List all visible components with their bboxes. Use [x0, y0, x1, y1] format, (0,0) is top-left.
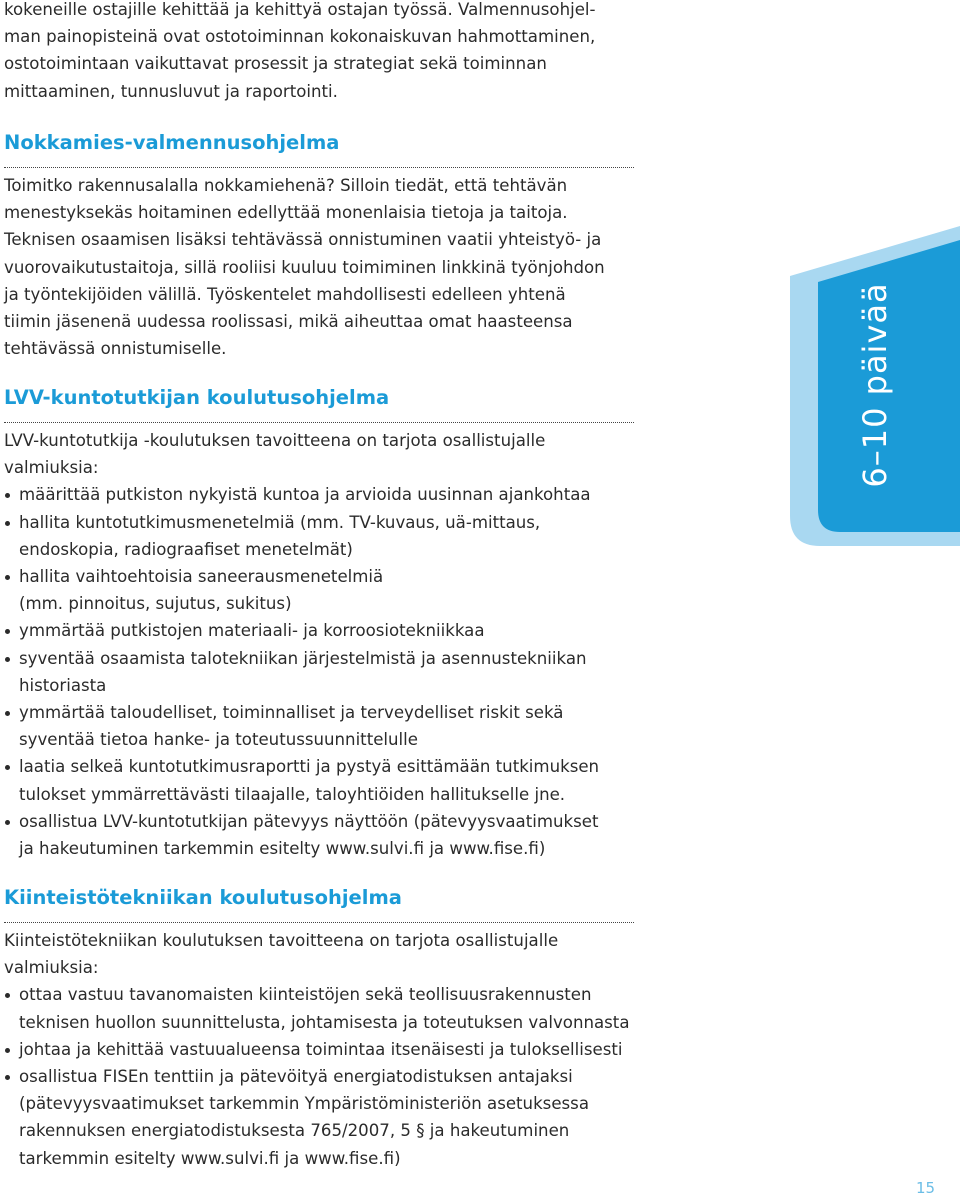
bullet-list — [4, 481, 634, 862]
body-line: menestyksekäs hoitaminen edellyttää monenlaisia tietoja ja taitoja. — [4, 203, 568, 223]
section-heading: LVV-kuntotutkijan koulutusohjelma — [4, 386, 390, 409]
body-line: Teknisen osaamisen lisäksi tehtävässä onnistuminen vaatii yhteistyö- ja — [4, 230, 602, 250]
nokkamies-section — [4, 129, 634, 362]
body-line: tiimin jäsenenä uudessa roolissasi, mikä aiheuttaa omat haasteensa — [4, 312, 573, 332]
list-item: ymmärtää putkistojen materiaali- ja korroosiotekniikkaa — [4, 617, 634, 644]
section-heading: Nokkamies-valmennusohjelma — [4, 131, 340, 154]
duration-label: 6–10 päivää — [856, 282, 894, 488]
list-item: ottaa vastuu tavanomaisten kiinteistöjen sekä teollisuusrakennusten teknisen huollon suunnittelusta, johtamisesta ja toteutuksen valvonnasta — [4, 981, 634, 1035]
list-item: johtaa ja kehittää vastuualueensa toimintaa itsenäisesti ja tuloksellisesti — [4, 1036, 634, 1063]
intro-paragraph — [4, 0, 596, 105]
lvv-section — [4, 384, 634, 862]
list-item: syventää osaamista talotekniikan järjestelmistä ja asennustekniikan historiasta — [4, 645, 634, 699]
list-item: hallita vaihtoehtoisia saneerausmenetelmiä (mm. pinnoitus, sujutus, sukitus) — [4, 563, 634, 617]
body-line: Toimitko rakennusalalla nokkamiehenä? Silloin tiedät, että tehtävän — [4, 176, 568, 195]
list-item: ymmärtää taloudelliset, toiminnalliset ja terveydelliset riskit sekä syventää tietoa hanke- ja toteutussuunnittelulle — [4, 699, 634, 753]
page-number: 15 — [916, 1179, 936, 1197]
dotted-divider — [4, 422, 634, 423]
body-line: ja työntekijöiden välillä. Työskentelet mahdollisesti edelleen yhtenä — [4, 284, 566, 304]
body-line: LVV-kuntotutkija -koulutuksen tavoitteena on tarjota osallistujalle — [4, 431, 546, 450]
intro-line: ostotoimintaan vaikuttavat prosessit ja strategiat sekä toiminnan — [4, 54, 547, 74]
body-line: valmiuksia: — [4, 458, 99, 478]
dotted-divider — [4, 922, 634, 923]
kiinteisto-section — [4, 884, 634, 1172]
body-line: valmiuksia: — [4, 958, 99, 978]
intro-line: mittaaminen, tunnusluvut ja raportointi. — [4, 81, 338, 101]
bullet-list — [4, 981, 634, 1171]
list-item: hallita kuntotutkimusmenetelmiä (mm. TV-kuvaus, uä-mittaus, endoskopia, radiograafiset menetelmät) — [4, 509, 634, 563]
intro-line: man painopisteinä ovat ostotoiminnan kokonaiskuvan hahmottaminen, — [4, 27, 596, 47]
body-line: Kiinteistötekniikan koulutuksen tavoitteena on tarjota osallistujalle — [4, 931, 559, 950]
intro-line: kokeneille ostajille kehittää ja kehittyä ostajan työssä. Valmennusohjel- — [4, 0, 596, 19]
list-item: määrittää putkiston nykyistä kuntoa ja arvioida uusinnan ajankohtaa — [4, 481, 634, 508]
section-heading: Kiinteistötekniikan koulutusohjelma — [4, 886, 402, 909]
body-line: vuorovaikutustaitoja, sillä rooliisi kuuluu toimiminen linkkinä työnjohdon — [4, 257, 605, 277]
dotted-divider — [4, 167, 634, 168]
list-item: osallistua LVV-kuntotutkijan pätevyys näyttöön (pätevyysvaatimukset ja hakeutuminen tarkemmin esitelty www.sulvi.fi ja www.fise.fi) — [4, 808, 634, 862]
list-item: osallistua FISEn tenttiin ja pätevöityä energiatodistuksen antajaksi (pätevyysvaatimukset tarkemmin Ympäristöministeriön asetuksessa rakennuksen energiatodistuksesta 765/2007, 5 § ja hakeutuminen tarkemmin esitelty www.sulvi.fi ja www.fise.fi) — [4, 1063, 634, 1172]
list-item: laatia selkeä kuntotutkimusraportti ja pystyä esittämään tutkimuksen tulokset ymmärrettävästi tilaajalle, taloyhtiöiden hallitukselle jne. — [4, 753, 634, 807]
body-line: tehtävässä onnistumiselle. — [4, 339, 227, 359]
